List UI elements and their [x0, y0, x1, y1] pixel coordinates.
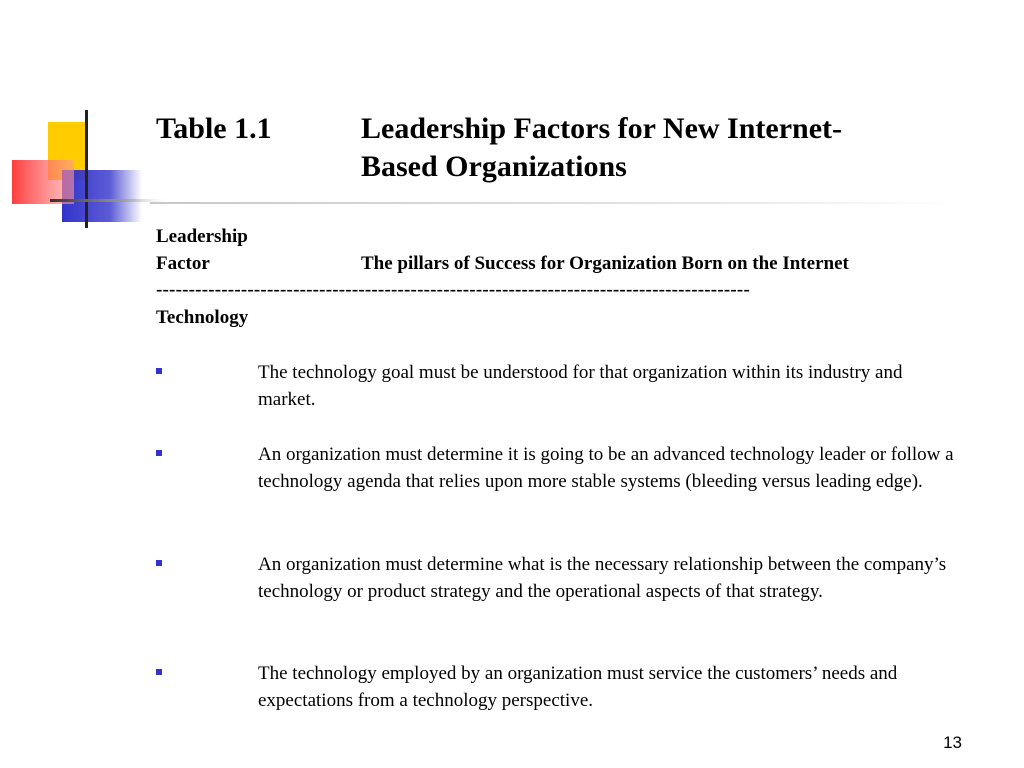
bullet-item: The technology employed by an organization must service the customers’ needs and expectations from a technology perspective. — [258, 663, 898, 711]
column-header-factor-line1: Leadership — [156, 226, 248, 247]
bullet-marker — [156, 669, 162, 675]
header-separator: ------------------------------------------------------------------------------------------- — [156, 279, 750, 300]
slide-title-line2: Based Organizations — [361, 150, 627, 183]
column-header-factor-line2: Factor — [156, 253, 210, 274]
slide-logo-decoration — [0, 100, 170, 240]
factor-name: Technology — [156, 307, 249, 328]
column-header-pillars: The pillars of Success for Organization Born on the Internet — [361, 253, 849, 274]
bullet-marker — [156, 368, 162, 374]
page-number: 13 — [943, 733, 962, 752]
bullet-marker — [156, 450, 162, 456]
bullet-marker — [156, 560, 162, 566]
bullet-item: An organization must determine what is the necessary relationship between the company’s technology or product strategy and the operational aspects of that strategy. — [258, 554, 947, 602]
bullet-item: An organization must determine it is going to be an advanced technology leader or follow a technology agenda that relies upon more stable systems (bleeding versus leading edge). — [258, 444, 954, 492]
logo-vertical-line — [85, 110, 88, 228]
bullet-item: The technology goal must be understood for that organization within its industry and market. — [258, 362, 903, 410]
logo-red-square — [12, 160, 74, 204]
title-label: Table 1.1 — [156, 112, 272, 145]
title-divider — [150, 202, 960, 204]
slide-title — [361, 110, 961, 186]
slide-title-line1: Leadership Factors for New Internet- — [361, 112, 843, 145]
